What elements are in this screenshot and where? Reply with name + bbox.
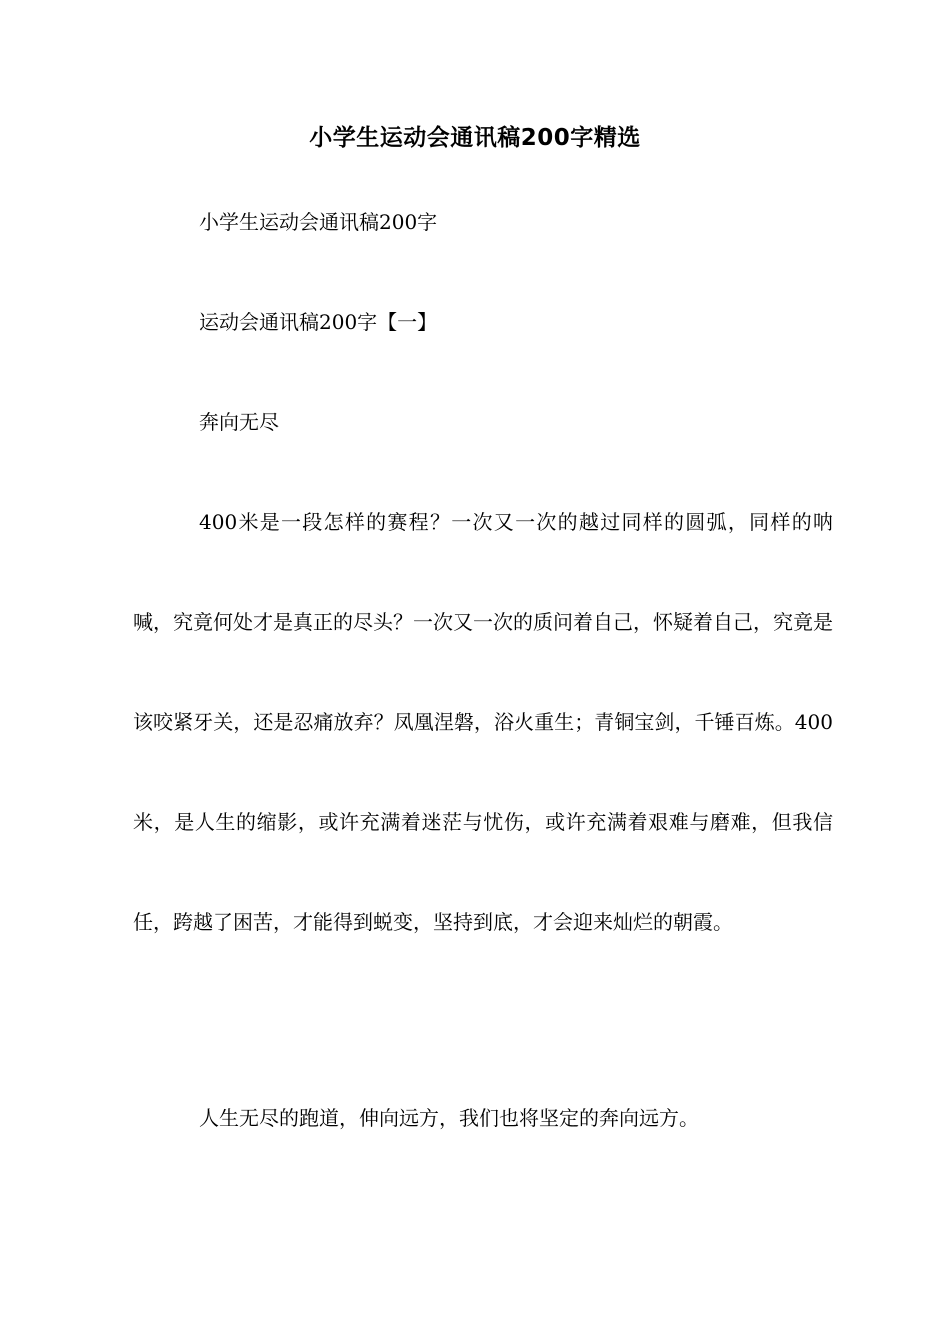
closing-paragraph: 人生无尽的跑道，伸向远方，我们也将坚定的奔向远方。 bbox=[199, 1106, 699, 1130]
article-title-paragraph: 奔向无尽 bbox=[199, 410, 279, 434]
document-title: 小学生运动会通讯稿200字精选 bbox=[309, 125, 641, 151]
subtitle-paragraph: 小学生运动会通讯稿200字 bbox=[199, 210, 438, 234]
body-paragraph: 400米是一段怎样的赛程？一次又一次的越过同样的圆弧，同样的呐喊，究竟何处才是真正的尽头？一次又一次的质问着自己，怀疑着自己，究竟是该咬紧牙关，还是忍痛放弃？凤凰涅磐，浴火重生；青铜宝剑，千锤百炼。400米，是人生的缩影，或许充满着迷茫与忧伤，或许充满着艰难与磨难，但我信任，跨越了困苦，才能得到蜕变，坚持到底，才会迎来灿烂的朝霞。 bbox=[133, 510, 833, 934]
section-heading-paragraph: 运动会通讯稿200字【一】 bbox=[199, 310, 438, 334]
